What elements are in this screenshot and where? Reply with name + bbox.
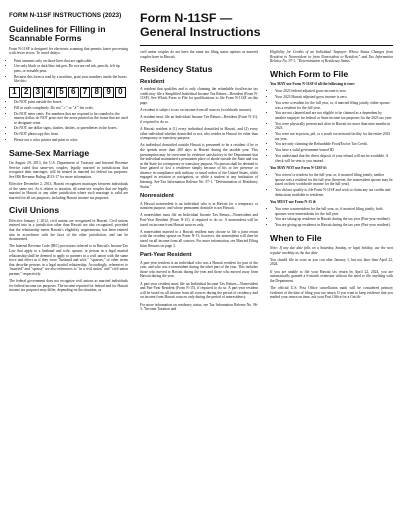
digit-box: 2 [21, 87, 32, 98]
paragraph: You should file as soon as you can after January 1, but not later than April 22, 2024. [270, 257, 393, 267]
paragraph: Note: If any due date falls on a Saturday, Sunday, or legal holiday, use the next regular workday as the due date. [270, 246, 393, 255]
list-item: • You are taking up residence in Hawaii during the tax year (Part-year resident). [275, 217, 393, 222]
list-item: • Do NOT enter cents. For numbers that are required to be rounded to the nearest dollar, do NOT print over the zeros printed on the forms that are used to designate cents. [14, 112, 128, 126]
list-item: • You are not claimed and are not eligible to be claimed as a dependent by another taxpayer for federal or State income tax purposes for the 2023 tax year. [275, 111, 393, 120]
paragraph: Form N-11SF is designed for electronic scanning that permits faster processing with fewer errors. To avoid delays: [9, 46, 128, 56]
list-item: • Do NOT use dollar signs, slashes, dashes, or parentheses in the boxes. [14, 126, 128, 131]
heading-scannable: Guidelines for Filling in Scannable Forms [9, 24, 106, 44]
paragraph: A nonresident married to a Hawaii resident may choose to file a joint return with the resident spouse on Form N-11; however, the nonresident will then be taxed on all income from all sources. For more information, see Married Filing Joint Returns on page 3. [140, 229, 258, 248]
paragraph: The Internal Revenue Code (IRC) provisions referred to in Hawaii's Income Tax Law that apply to a husband and wife, spouse, or person in a legal marital relationship shall be deemed to apply to partners in a civil union with the same force and effect as if they were "husband and wife," "spouses," or other terms that describe persons in a legal marital relationship. Accordingly, references to "married" and "spouse" are also references to "in a civil union" and "civil union partner," respectively. [9, 244, 128, 276]
list-item: • You were a resident for the full year, or, if married filing jointly, either spouse was a resident for the full year. [275, 101, 393, 110]
paragraph: You MAY NOT use Form N-11SF if: [270, 165, 327, 170]
paragraph: civil union couples do not have the same tax filing status options as married couples have in Hawaii. [140, 50, 258, 59]
list-item: • You understand that the direct deposit of your refund will not be available. A check will be sent to you instead. [275, 154, 393, 163]
digit-box: 5 [56, 87, 67, 98]
paragraph: Effective December 2, 2013, Hawaii recognizes marriages between individuals of the same sex. As it relates to taxation, all same-sex couples that are legally married in Hawaii or any other jurisdiction where such marriage is valid are married for all tax purposes, including Hawaii income tax purposes. [9, 182, 128, 200]
paragraph: A part-year resident is an individual who was a Hawaii resident for part of the year, and who was a nonresident during the other part of the year. This includes those who moved to Hawaii during the year and those who moved away from Hawaii during the year. [140, 260, 258, 279]
list-item: • Your 2023 federal adjusted gross income is zero. [275, 89, 393, 94]
list-item: • Please use a color printer and print in color. [14, 138, 128, 143]
list-item: • You weren't a resident for the full year, or, if married filing jointly, neither spouse was a resident for the full year (however, the nonresident spouse may be taxed on their worldwide income for the full year). [275, 173, 393, 187]
paragraph: You MAY use Form N-11SF if all the following is true: [270, 82, 356, 87]
page-title: Form N-11SF — General Instructions [140, 11, 261, 39]
form-code: FORM N-11SF INSTRUCTIONS (2023) [9, 12, 122, 19]
paragraph: A Hawaii resident is (1) every individual domiciled in Hawaii, and (2) every other individual whether domiciled or not, who resides in Hawaii for other than a temporary or transitory purpose. [140, 126, 258, 141]
paragraph: An individual domiciled outside Hawaii is presumed to be a resident if he or she spends more than 200 days in Hawaii during the taxable year. This presumption may be overcome by evidence satisfactory to the Department that the individual maintained a permanent place of abode outside the State and was in the State for a temporary or transitory purpose. No person shall be deemed to have gained or lost a residence simply because of his or her presence or absence in compliance with military or naval orders of the United States, while engaged in aviation or navigation, or while a student at any institution of learning. See Tax Information Release No. 97-1, "Determination of Residency Status." [140, 143, 258, 189]
heading-which-form: Which Form to File [270, 68, 349, 79]
column-2 [140, 50, 258, 314]
bullet-list-must [270, 207, 393, 228]
bullet-list-not [270, 173, 393, 197]
list-item: • Fill in ovals completely. Do not "✓" or "✗" the ovals. [14, 106, 128, 111]
list-item: • Do NOT photocopy this form. [14, 132, 128, 137]
digit-box: 1 [9, 87, 20, 98]
column-3 [270, 50, 393, 302]
list-item: • You have a valid government-issued ID. [275, 148, 393, 153]
paragraph: You MUST use Form N-15 if: [270, 199, 317, 204]
paragraph: A Hawaii nonresident is an individual who is in Hawaii for a temporary or transient purpose, and whose permanent domicile is not Hawaii. [140, 201, 258, 211]
digit-boxes-example [9, 87, 128, 98]
subheading-part-year: Part-Year Resident [140, 252, 192, 259]
digit-box: 0 [115, 87, 126, 98]
list-item: • You are only claiming the Refundable Food/Excise Tax Credit. [275, 142, 393, 147]
list-item: • You are giving up residence in Hawaii during the tax year (Part-year resident). [275, 223, 393, 228]
heading-civil-unions: Civil Unions [9, 205, 60, 216]
heading-same-sex: Same-Sex Marriage [9, 147, 90, 158]
digit-box: 9 [103, 87, 114, 98]
bullet-list-mid [9, 100, 128, 143]
paragraph: A part-year resident must file an Individual Income Tax Return—Nonresident and Part-Year Resident (Form N-15), if required to do so. A part-year resident will be taxed on all income from all sources during the period of residency and on income from Hawaii sources only during the period of nonresidency. [140, 281, 258, 300]
list-item: • You were physically present and alive in Hawaii for more than nine months in 2023. [275, 122, 393, 131]
paragraph: A resident that qualifies and is only claiming the refundable food/excise tax credit may file a Simplified Individual Income Tax Return—Resident (Form N-11SF). See Which Form to File for qualifications to file Form N-11SF on this page. [140, 87, 258, 105]
paragraph: Effective January 1, 2012, civil unions are recognized in Hawaii. Civil unions entered into in a jurisdiction other than Hawaii are also recognized, provided that the relationship meets Hawaii's eligibility requirements, has been entered into in accordance with the laws of the other jurisdiction, and can be documented. [9, 218, 128, 242]
list-item: • You were not in prison, jail, or a youth correctional facility for the entire 2023 tax year. [275, 132, 393, 141]
heading-when-to-file: When to File [270, 232, 322, 243]
digit-box: 3 [33, 87, 44, 98]
paragraph: The official U.S. Post Office cancellation mark will be considered primary evidence of the date of filing your tax return. If you want to keep evidence that you mailed your return on time, ask your Post Office for a Certifi- [270, 286, 393, 300]
heading-residency: Residency Status [140, 64, 213, 75]
paragraph: A nonresident must file an Individual Income Tax Return—Nonresident and Part-Year Resident (Form N-15), if required to do so. A nonresident will be taxed on income from Hawaii sources only. [140, 213, 258, 227]
paragraph: Eligibility for Credits of an Individual Taxpayer Whose Status Changes from Resident to Nonresident or from Nonresident to Resident," and Tax Information Release No. 97-1, "Determination of Residency Status." [270, 50, 393, 64]
column-1 [9, 0, 128, 295]
paragraph: The federal government does not recognize civil unions as married individuals for federal income tax purposes. The income reported for federal and for Hawaii income tax purposes may differ, depending on the situation, as [9, 279, 128, 293]
digit-box: 7 [80, 87, 91, 98]
list-item: • Do NOT print outside the boxes. [14, 100, 128, 105]
digit-box: 8 [91, 87, 102, 98]
digit-box: 4 [44, 87, 55, 98]
subheading-nonresident: Nonresident [140, 193, 174, 200]
list-item: • You did not qualify to file Form N-11SF and wish to claim any tax credits and deductions available to residents. [275, 188, 393, 197]
title-divider [140, 45, 393, 46]
paragraph: On August 29, 2013, the U.S. Department of Treasury and Internal Revenue Service ruled that same-sex couples, legally married in jurisdictions that recognize their marriages, will be treated as married for federal tax purposes. See IRS Revenue Ruling 2013-17 for more information. [9, 161, 128, 179]
paragraph: If you are unable to file your Hawaii tax return by April 22, 2024, you are automatically granted a 6-month extension without the need to file anything with the Department. [270, 269, 393, 283]
subheading-resident: Resident [140, 78, 165, 85]
list-item: • Because this form is read by a machine, print your numbers inside the boxes like this: [14, 75, 128, 84]
paragraph: For more information on residency status, see Tax Information Release No. 96-3, "Income Taxation and [140, 302, 258, 312]
list-item: • You were a nonresident for the full year, or, if married filing jointly, both spouses were nonresidents for the full year. [275, 207, 393, 216]
paragraph: A resident must file an Individual Income Tax Return—Resident (Form N-11), if required to do so. [140, 115, 258, 124]
bullet-list-may [270, 89, 393, 163]
digit-box: 6 [68, 87, 79, 98]
bullet-list-top [9, 59, 128, 84]
paragraph: A resident is subject to tax on income from all sources (worldwide income). [140, 107, 252, 112]
list-item: • Use only black or dark blue ink pen. Do not use red ink, pencils, felt tip pens, or erasable pens. [14, 64, 128, 73]
list-item: • Print amounts only on those lines that are applicable. [14, 59, 128, 64]
list-item: • Your 2023 Hawaii adjusted gross income is zero. [275, 95, 393, 100]
